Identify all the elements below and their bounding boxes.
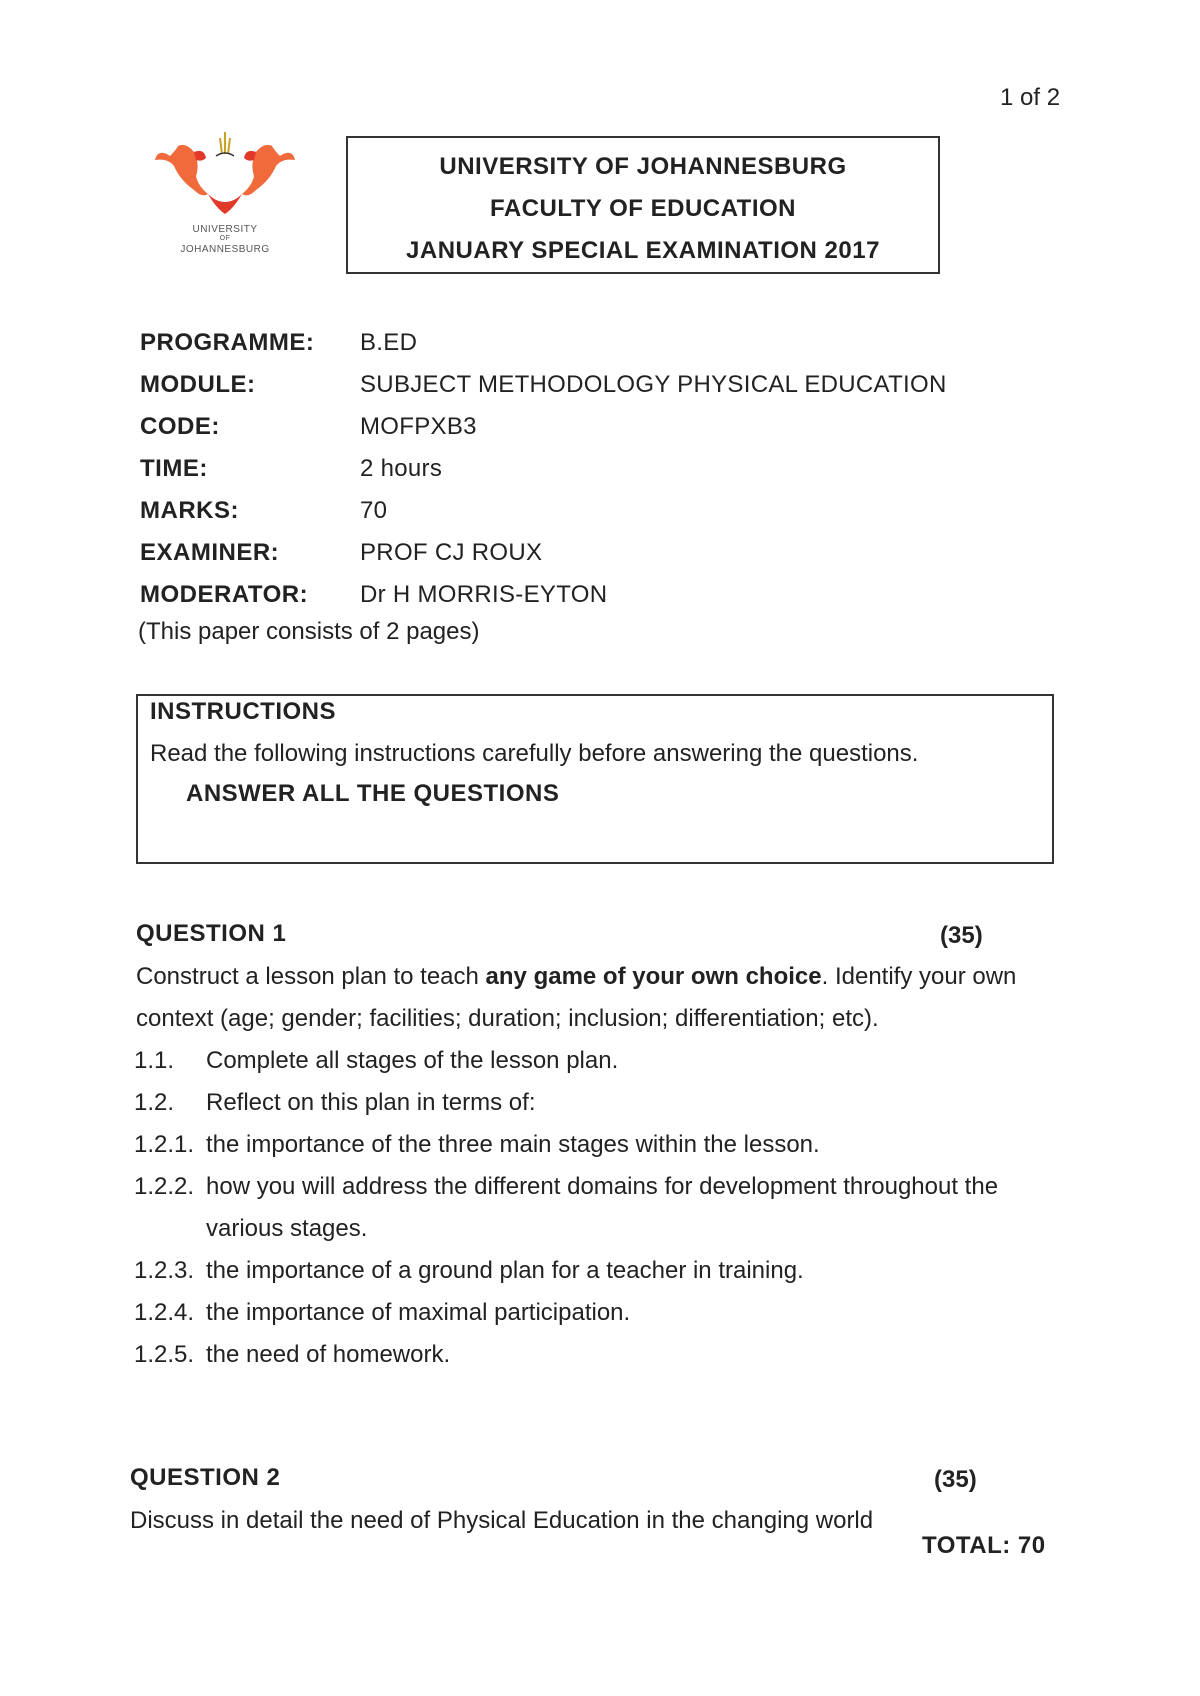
list-item bbox=[134, 1166, 1054, 1208]
info-label: MODERATOR: bbox=[140, 581, 309, 608]
list-item bbox=[134, 1250, 1054, 1292]
info-label: TIME: bbox=[140, 455, 208, 482]
info-value: PROF CJ ROUX bbox=[360, 539, 543, 566]
list-item bbox=[134, 1334, 1054, 1376]
info-label: PROGRAMME: bbox=[140, 329, 315, 356]
info-row-module bbox=[140, 364, 947, 406]
list-item bbox=[134, 1292, 1054, 1334]
intro-text-bold: any game of your own choice bbox=[485, 963, 822, 990]
item-number: 1.2.3. bbox=[134, 1257, 195, 1284]
logo-text-line2: OF bbox=[219, 235, 231, 242]
info-value: Dr H MORRIS-EYTON bbox=[360, 581, 608, 608]
info-value: 70 bbox=[360, 497, 388, 524]
list-item bbox=[134, 1040, 1054, 1082]
intro-text-a: Construct a lesson plan to teach bbox=[136, 963, 486, 990]
item-number: 1.2.2. bbox=[134, 1173, 195, 1200]
info-value: B.ED bbox=[360, 329, 418, 356]
info-label: EXAMINER: bbox=[140, 539, 280, 566]
info-row-examiner bbox=[140, 532, 947, 574]
header-exam: JANUARY SPECIAL EXAMINATION 2017 bbox=[406, 237, 880, 264]
info-row-marks bbox=[140, 490, 947, 532]
info-label: MODULE: bbox=[140, 371, 256, 398]
header-university: UNIVERSITY OF JOHANNESBURG bbox=[439, 153, 847, 180]
item-text: how you will address the different domains for development throughout the bbox=[206, 1173, 999, 1200]
item-number: 1.2.4. bbox=[134, 1299, 195, 1326]
page-number: 1 of 2 bbox=[1000, 84, 1061, 111]
item-text: the need of homework. bbox=[206, 1341, 451, 1368]
question-1-intro-line2: context (age; gender; facilities; duration; inclusion; differentiation; etc). bbox=[136, 1005, 879, 1032]
item-text: the importance of a ground plan for a teacher in training. bbox=[206, 1257, 804, 1284]
question-1-title: QUESTION 1 bbox=[136, 920, 287, 947]
page-count-note: (This paper consists of 2 pages) bbox=[138, 618, 480, 645]
info-value: SUBJECT METHODOLOGY PHYSICAL EDUCATION bbox=[360, 371, 947, 398]
list-item bbox=[134, 1124, 1054, 1166]
item-number: 1.2. bbox=[134, 1089, 175, 1116]
exam-header-box bbox=[346, 136, 940, 274]
item-text: the importance of maximal participation. bbox=[206, 1299, 631, 1326]
info-row-code bbox=[140, 406, 947, 448]
question-2-text: Discuss in detail the need of Physical Education in the changing world bbox=[130, 1507, 874, 1534]
answer-all-note: ANSWER ALL THE QUESTIONS bbox=[186, 780, 560, 807]
total-marks: TOTAL: 70 bbox=[922, 1532, 1046, 1559]
info-value: 2 hours bbox=[360, 455, 443, 482]
info-label: MARKS: bbox=[140, 497, 239, 524]
info-row-moderator bbox=[140, 574, 947, 616]
instructions-text: Read the following instructions carefully before answering the questions. bbox=[150, 740, 919, 767]
header-faculty: FACULTY OF EDUCATION bbox=[490, 195, 796, 222]
item-text: various stages. bbox=[206, 1215, 368, 1242]
logo-text-line1: UNIVERSITY bbox=[192, 224, 258, 235]
item-number: 1.2.5. bbox=[134, 1341, 195, 1368]
list-item-continuation bbox=[134, 1208, 1054, 1250]
instructions-box bbox=[136, 694, 1054, 864]
question-2-title: QUESTION 2 bbox=[130, 1464, 281, 1491]
item-text: the importance of the three main stages within the lesson. bbox=[206, 1131, 820, 1158]
university-logo bbox=[150, 128, 300, 258]
question-1-intro bbox=[136, 956, 1056, 998]
logo-emblem-icon bbox=[150, 128, 300, 228]
info-row-time bbox=[140, 448, 947, 490]
item-text: Complete all stages of the lesson plan. bbox=[206, 1047, 619, 1074]
info-value: MOFPXB3 bbox=[360, 413, 477, 440]
question-1-marks: (35) bbox=[940, 922, 983, 949]
item-number: 1.1. bbox=[134, 1047, 175, 1074]
logo-text-line3: JOHANNESBURG bbox=[180, 244, 270, 255]
item-number: 1.2.1. bbox=[134, 1131, 195, 1158]
info-label: CODE: bbox=[140, 413, 220, 440]
info-row-programme bbox=[140, 322, 947, 364]
list-item bbox=[134, 1082, 1054, 1124]
intro-text-b: . Identify your own bbox=[821, 963, 1017, 990]
item-text: Reflect on this plan in terms of: bbox=[206, 1089, 536, 1116]
instructions-title: INSTRUCTIONS bbox=[150, 698, 336, 725]
exam-info-table bbox=[140, 322, 947, 616]
question-2-marks: (35) bbox=[934, 1466, 977, 1493]
question-1-items bbox=[134, 1040, 1054, 1376]
